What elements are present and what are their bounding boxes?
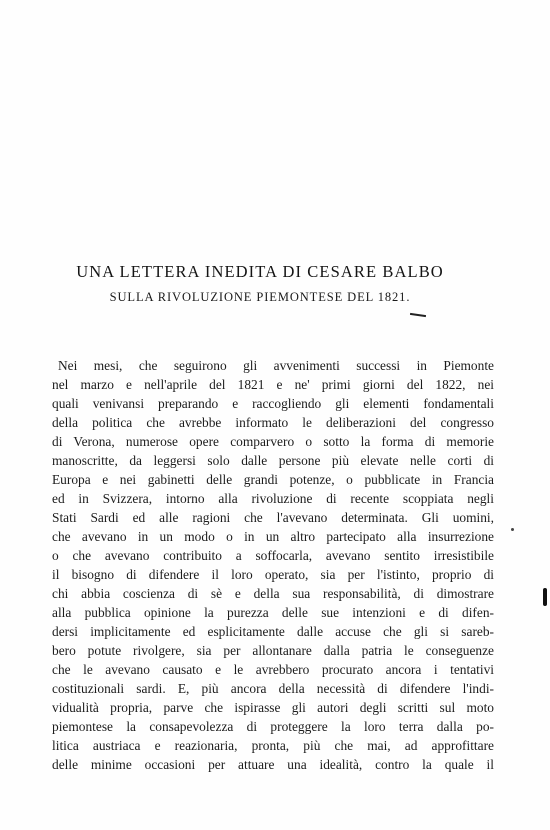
document-subtitle: SULLA RIVOLUZIONE PIEMONTESE DEL 1821.	[109, 290, 411, 304]
text-line: litica austriaca e reazionaria, pronta, più che mai, ad approfittare	[52, 738, 494, 753]
text-line: ed in Svizzera, intorno alla rivoluzione di recente scoppiata negli	[52, 491, 494, 506]
text-line: delle minime occasioni per attuare una idealità, contro la quale il	[52, 757, 494, 772]
text-line: nel marzo e nell'aprile del 1821 e ne' primi giorni del 1822, nei	[52, 377, 494, 392]
text-line: il bisogno di difendere il loro operato, sia per l'istinto, proprio di	[52, 567, 494, 582]
text-line: manoscritte, da leggersi solo dalle persone più elevate nelle corti di	[52, 453, 494, 468]
text-line: o che avevano contribuito a soffocarla, avevano sentito irresistibile	[52, 548, 494, 563]
text-line: Europa e nei gabinetti delle grandi potenze, o pubblicate in Francia	[52, 472, 494, 487]
text-line: Stati Sardi ed alle ragioni che l'avevano determinata. Gli uomini,	[52, 510, 494, 525]
document-title: UNA LETTERA INEDITA DI CESARE BALBO	[76, 262, 444, 281]
text-line: quali venivansi preparando e raccogliendo gli elementi fondamentali	[52, 396, 494, 411]
text-line: dersi implicitamente ed esplicitamente dalle accuse che gli si sareb-	[52, 624, 494, 639]
text-line: che avevano in un modo o in un altro partecipato alla insurrezione	[52, 529, 494, 544]
scan-speck	[511, 528, 514, 531]
text-line: piemontese la consapevolezza di proteggere la loro terra dalla po-	[52, 719, 494, 734]
text-line: costituzionali sardi. E, più ancora della necessità di difendere l'indi-	[52, 681, 494, 696]
text-line: bero potute rivolgere, sia per allontanare dalla patria le conseguenze	[52, 643, 494, 658]
text-line: di Verona, numerose opere comparvero o sotto la forma di memorie	[52, 434, 494, 449]
pen-mark	[410, 313, 426, 317]
text-line: Nei mesi, che seguirono gli avvenimenti successi in Piemonte	[58, 358, 494, 373]
text-line: che le avevano causato e le avrebbero procurato ancora i tentativi	[52, 662, 494, 677]
text-line: alla pubblica opinione la purezza delle sue intenzioni e di difen-	[52, 605, 494, 620]
body-paragraph	[52, 356, 494, 774]
text-line: della politica che avrebbe informato le deliberazioni del congresso	[52, 415, 494, 430]
text-line: chi abbia coscienza di sè e della sua responsabilità, di dimostrare	[52, 586, 494, 601]
text-line: vidualità propria, parve che ispirasse gli autori degli scritti sul moto	[52, 700, 494, 715]
scan-edge-mark	[543, 588, 547, 606]
